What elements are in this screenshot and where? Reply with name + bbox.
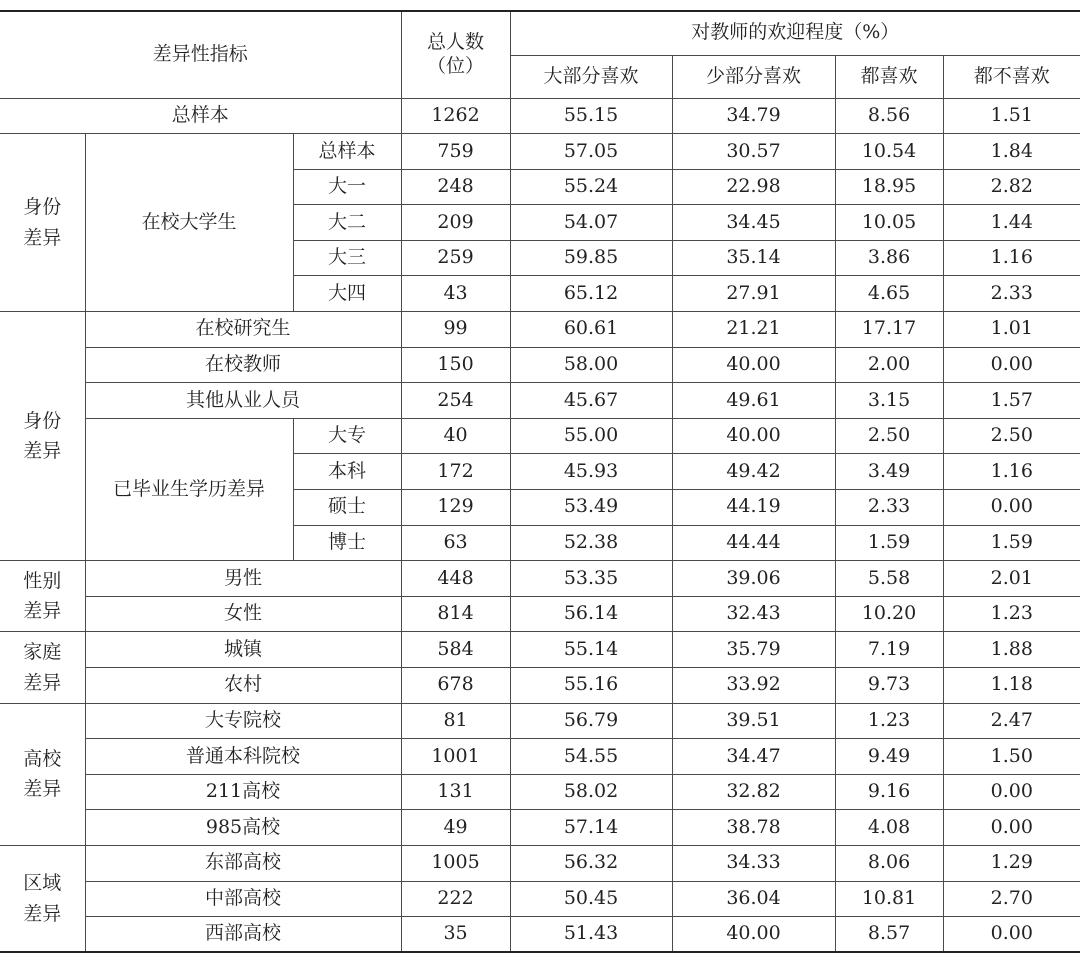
row-label: 农村 — [85, 668, 401, 704]
row-label: 大一 — [293, 169, 401, 205]
cell-value: 34.45 — [672, 205, 835, 241]
table-row — [0, 632, 1080, 668]
cell-value: 30.57 — [672, 134, 835, 170]
group-label — [0, 845, 85, 952]
table-row — [0, 561, 1080, 597]
row-label: 东部高校 — [85, 845, 401, 881]
row-label: 大四 — [293, 276, 401, 312]
group-label-line: 差异 — [23, 600, 62, 623]
row-label: 大三 — [293, 240, 401, 276]
cell-value: 4.65 — [835, 276, 943, 312]
cell-value: 58.02 — [510, 774, 672, 810]
row-label: 其他从业人员 — [85, 383, 401, 419]
header-col-all: 都喜欢 — [835, 55, 943, 98]
cell-n: 43 — [401, 276, 510, 312]
group-label-line: 身份 — [23, 409, 62, 432]
cell-n: 129 — [401, 490, 510, 526]
table-row — [0, 134, 1080, 170]
row-label: 985高校 — [85, 810, 401, 846]
cell-value: 2.50 — [835, 418, 943, 454]
cell-value: 0.00 — [943, 810, 1080, 846]
row-label: 大二 — [293, 205, 401, 241]
cell-value: 59.85 — [510, 240, 672, 276]
cell-value: 3.86 — [835, 240, 943, 276]
header-total-line1: 总人数 — [427, 31, 485, 53]
row-label: 在校教师 — [85, 347, 401, 383]
cell-value: 2.82 — [943, 169, 1080, 205]
row-label: 211高校 — [85, 774, 401, 810]
cell-value: 5.58 — [835, 561, 943, 597]
cell-value: 1.84 — [943, 134, 1080, 170]
cell-n: 1001 — [401, 739, 510, 775]
cell-value: 1.57 — [943, 383, 1080, 419]
cell-value: 2.01 — [943, 561, 1080, 597]
row-label: 男性 — [85, 561, 401, 597]
group-label-line: 差异 — [23, 226, 62, 249]
cell-value: 3.49 — [835, 454, 943, 490]
cell-value: 10.54 — [835, 134, 943, 170]
cell-value: 54.07 — [510, 205, 672, 241]
table-row — [0, 703, 1080, 739]
row-label: 硕士 — [293, 490, 401, 526]
header-row-1 — [0, 11, 1080, 55]
cell-value: 35.14 — [672, 240, 835, 276]
cell-n: 584 — [401, 632, 510, 668]
cell-n: 448 — [401, 561, 510, 597]
table-row — [0, 917, 1080, 953]
cell-value: 34.33 — [672, 845, 835, 881]
row-label: 在校研究生 — [85, 312, 401, 348]
group-label — [0, 632, 85, 703]
cell-value: 0.00 — [943, 347, 1080, 383]
cell-value: 55.16 — [510, 668, 672, 704]
cell-value: 32.82 — [672, 774, 835, 810]
group-label-line: 身份 — [23, 196, 62, 219]
cell-value: 35.79 — [672, 632, 835, 668]
cell-value: 56.32 — [510, 845, 672, 881]
cell-value: 1.50 — [943, 739, 1080, 775]
subgroup-label: 在校大学生 — [85, 134, 293, 312]
cell-value: 36.04 — [672, 881, 835, 917]
cell-n: 150 — [401, 347, 510, 383]
cell-n: 209 — [401, 205, 510, 241]
cell-n: 259 — [401, 240, 510, 276]
cell-value: 0.00 — [943, 490, 1080, 526]
cell-value: 8.06 — [835, 845, 943, 881]
row-label: 总样本 — [0, 98, 401, 134]
cell-value: 56.79 — [510, 703, 672, 739]
cell-value: 1.23 — [835, 703, 943, 739]
group-label-line: 差异 — [23, 440, 62, 463]
cell-value: 1.51 — [943, 98, 1080, 134]
row-label: 总样本 — [293, 134, 401, 170]
popularity-table — [0, 10, 1080, 953]
cell-value: 55.14 — [510, 632, 672, 668]
group-label-line: 差异 — [23, 778, 62, 801]
cell-value: 2.50 — [943, 418, 1080, 454]
cell-value: 39.51 — [672, 703, 835, 739]
cell-value: 1.23 — [943, 596, 1080, 632]
cell-value: 27.91 — [672, 276, 835, 312]
cell-n: 1262 — [401, 98, 510, 134]
cell-value: 1.16 — [943, 454, 1080, 490]
cell-value: 50.45 — [510, 881, 672, 917]
row-label: 大专 — [293, 418, 401, 454]
cell-value: 40.00 — [672, 418, 835, 454]
cell-value: 2.33 — [835, 490, 943, 526]
table-row — [0, 418, 1080, 454]
header-total — [401, 11, 510, 98]
cell-value: 55.00 — [510, 418, 672, 454]
cell-value: 10.81 — [835, 881, 943, 917]
table-row — [0, 596, 1080, 632]
cell-value: 0.00 — [943, 774, 1080, 810]
cell-n: 759 — [401, 134, 510, 170]
cell-value: 1.88 — [943, 632, 1080, 668]
cell-value: 2.47 — [943, 703, 1080, 739]
cell-value: 40.00 — [672, 347, 835, 383]
cell-value: 8.56 — [835, 98, 943, 134]
cell-value: 1.29 — [943, 845, 1080, 881]
cell-n: 63 — [401, 525, 510, 561]
cell-value: 17.17 — [835, 312, 943, 348]
cell-value: 38.78 — [672, 810, 835, 846]
table-row — [0, 810, 1080, 846]
cell-value: 32.43 — [672, 596, 835, 632]
cell-value: 1.59 — [943, 525, 1080, 561]
cell-n: 131 — [401, 774, 510, 810]
cell-n: 49 — [401, 810, 510, 846]
cell-value: 39.06 — [672, 561, 835, 597]
cell-value: 1.01 — [943, 312, 1080, 348]
cell-n: 172 — [401, 454, 510, 490]
cell-value: 45.67 — [510, 383, 672, 419]
table-row — [0, 347, 1080, 383]
group-label-line: 区域 — [23, 872, 62, 895]
group-label — [0, 561, 85, 632]
cell-value: 60.61 — [510, 312, 672, 348]
group-label-line: 高校 — [23, 747, 62, 770]
row-label: 中部高校 — [85, 881, 401, 917]
table-row — [0, 98, 1080, 134]
table-row — [0, 845, 1080, 881]
cell-value: 44.19 — [672, 490, 835, 526]
cell-value: 49.61 — [672, 383, 835, 419]
cell-value: 10.20 — [835, 596, 943, 632]
cell-n: 1005 — [401, 845, 510, 881]
cell-value: 1.44 — [943, 205, 1080, 241]
cell-value: 34.47 — [672, 739, 835, 775]
table-row — [0, 774, 1080, 810]
cell-value: 4.08 — [835, 810, 943, 846]
cell-value: 10.05 — [835, 205, 943, 241]
cell-value: 9.49 — [835, 739, 943, 775]
cell-value: 3.15 — [835, 383, 943, 419]
cell-value: 65.12 — [510, 276, 672, 312]
cell-value: 9.73 — [835, 668, 943, 704]
cell-value: 1.18 — [943, 668, 1080, 704]
row-label: 西部高校 — [85, 917, 401, 953]
cell-n: 222 — [401, 881, 510, 917]
cell-n: 678 — [401, 668, 510, 704]
cell-n: 248 — [401, 169, 510, 205]
table-row — [0, 881, 1080, 917]
subgroup-label: 已毕业生学历差异 — [85, 418, 293, 560]
cell-value: 2.00 — [835, 347, 943, 383]
cell-value: 51.43 — [510, 917, 672, 953]
cell-value: 58.00 — [510, 347, 672, 383]
group-label-line: 差异 — [23, 671, 62, 694]
group-label-line: 家庭 — [23, 641, 62, 664]
cell-n: 40 — [401, 418, 510, 454]
cell-value: 2.33 — [943, 276, 1080, 312]
row-label: 博士 — [293, 525, 401, 561]
header-popularity: 对教师的欢迎程度（%） — [510, 11, 1080, 55]
header-indicator: 差异性指标 — [0, 11, 401, 98]
cell-value: 18.95 — [835, 169, 943, 205]
group-label — [0, 134, 85, 312]
group-label — [0, 312, 85, 561]
cell-value: 1.59 — [835, 525, 943, 561]
row-label: 本科 — [293, 454, 401, 490]
cell-value: 57.14 — [510, 810, 672, 846]
table-row — [0, 312, 1080, 348]
table-row — [0, 383, 1080, 419]
group-label-line: 差异 — [23, 902, 62, 925]
cell-value: 34.79 — [672, 98, 835, 134]
cell-value: 44.44 — [672, 525, 835, 561]
cell-value: 21.21 — [672, 312, 835, 348]
group-label — [0, 703, 85, 845]
cell-value: 1.16 — [943, 240, 1080, 276]
cell-value: 53.49 — [510, 490, 672, 526]
cell-value: 40.00 — [672, 917, 835, 953]
row-label: 大专院校 — [85, 703, 401, 739]
cell-value: 22.98 — [672, 169, 835, 205]
header-col-most: 大部分喜欢 — [510, 55, 672, 98]
cell-value: 33.92 — [672, 668, 835, 704]
header-col-few: 少部分喜欢 — [672, 55, 835, 98]
row-label: 普通本科院校 — [85, 739, 401, 775]
table-row — [0, 739, 1080, 775]
cell-value: 52.38 — [510, 525, 672, 561]
cell-value: 56.14 — [510, 596, 672, 632]
header-col-none: 都不喜欢 — [943, 55, 1080, 98]
cell-n: 35 — [401, 917, 510, 953]
table-row — [0, 668, 1080, 704]
row-label: 女性 — [85, 596, 401, 632]
cell-value: 55.15 — [510, 98, 672, 134]
cell-n: 814 — [401, 596, 510, 632]
cell-value: 57.05 — [510, 134, 672, 170]
cell-value: 8.57 — [835, 917, 943, 953]
cell-value: 7.19 — [835, 632, 943, 668]
cell-n: 81 — [401, 703, 510, 739]
cell-value: 55.24 — [510, 169, 672, 205]
row-label: 城镇 — [85, 632, 401, 668]
cell-value: 9.16 — [835, 774, 943, 810]
cell-n: 254 — [401, 383, 510, 419]
cell-value: 53.35 — [510, 561, 672, 597]
cell-value: 54.55 — [510, 739, 672, 775]
header-total-line2: （位） — [427, 54, 485, 77]
cell-value: 2.70 — [943, 881, 1080, 917]
cell-value: 45.93 — [510, 454, 672, 490]
cell-n: 99 — [401, 312, 510, 348]
cell-value: 0.00 — [943, 917, 1080, 953]
cell-value: 49.42 — [672, 454, 835, 490]
group-label-line: 性别 — [23, 569, 62, 592]
